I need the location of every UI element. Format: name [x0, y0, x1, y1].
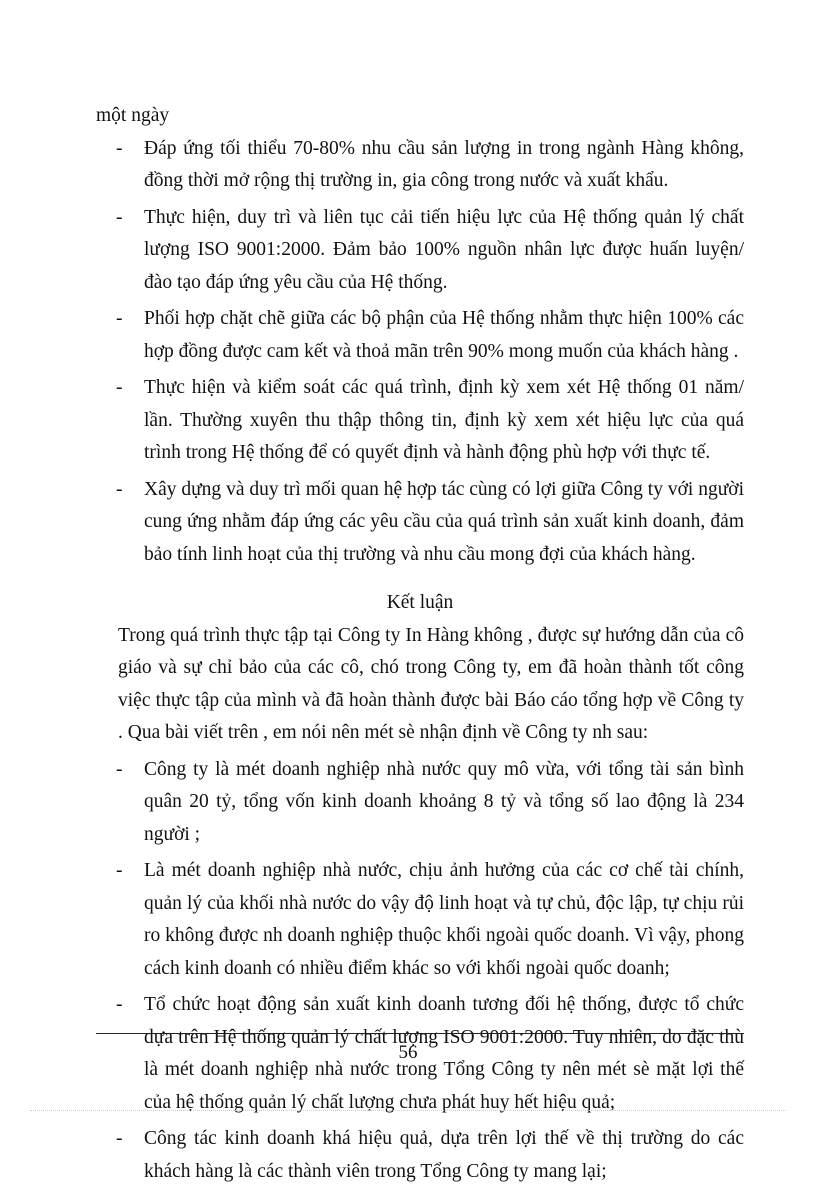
list-item — [96, 855, 744, 985]
bullet-dash: - — [116, 478, 123, 500]
list-item-text: Thực hiện, duy trì và liên tục cải tiến hiệu lực của Hệ thống quản lý chất lượng ISO 9001:2000. Đảm bảo 100% nguồn nhân lực được huấn luyện/ đào tạo đáp ứng yêu cầu của Hệ thống. — [144, 206, 744, 293]
page-number: 56 — [398, 1042, 418, 1063]
bullet-dash: - — [116, 758, 123, 780]
bullet-dash: - — [116, 994, 123, 1015]
bullet-dash: - — [116, 860, 123, 881]
bullet-dash: - — [116, 1128, 123, 1149]
bullet-dash: - — [116, 377, 123, 398]
page-edge-dotted-line — [30, 1110, 786, 1111]
list-item — [96, 1123, 744, 1188]
section-heading: Kết luận — [386, 592, 454, 613]
list-item-text: Phối hợp chặt chẽ giữa các bộ phận của Hệ thống nhằm thực hiện 100% các hợp đồng được cam kết và thoả mãn trên 90% mong muốn của khách hàng . — [144, 308, 744, 362]
list-item-text: Thực hiện và kiểm soát các quá trình, định kỳ xem xét Hệ thống 01 năm/ lần. Thường xuyên thu thập thông tin, định kỳ xem xét hiệu lực của quá trình trong Hệ thống để có quyết định và hành động phù hợp với thực tế. — [144, 377, 744, 463]
page-body — [96, 100, 744, 1192]
list-item-text: Đáp ứng tối thiểu 70-80% nhu cầu sản lượng in trong ngành Hàng không, đồng thời mở rộng thị trường in, gia công trong nước và xuất khẩu. — [144, 137, 744, 191]
goals-list — [96, 133, 744, 572]
list-item-text: Là mét doanh nghiệp nhà nước, chịu ảnh hưởng của các cơ chế tài chính, quản lý của khối nhà nước do vậy độ linh hoạt và tự chủ, độc lập, tự chịu rủi ro không được nh doanh nghiệp thuộc khối ngoài quốc doanh. Vì vậy, phong cách kinh doanh có nhiều điểm khác so với khối ngoài quốc doanh; — [144, 860, 744, 979]
conclusion-paragraph: Trong quá trình thực tập tại Công ty In Hàng không , được sự hướng dẫn của cô giáo và sự chỉ bảo của các cô, chó trong Công ty, em đã hoàn thành tốt công việc thực tập của mình và đã hoàn thành được bài Báo cáo tổng hợp về Công ty . Qua bài viết trên , em nói nên mét sè nhận định về Công ty nh sau: — [118, 624, 744, 743]
list-item — [96, 474, 744, 572]
list-item-text: Xây dựng và duy trì mối quan hệ hợp tác cùng có lợi giữa Công ty với người cung ứng nhằm đáp ứng các yêu cầu của quá trình sản xuất kinh doanh, đảm bảo tính linh hoạt của thị trường và nhu cầu mong đợi của khách hàng. — [144, 478, 744, 565]
bullet-dash: - — [116, 308, 123, 329]
list-item — [96, 303, 744, 368]
list-item-text: Công tác kinh doanh khá hiệu quả, dựa trên lợi thế về thị trường do các khách hàng là các thành viên trong Tổng Công ty mang lại; — [144, 1128, 744, 1182]
intro-line: một ngày — [96, 105, 170, 126]
list-item — [96, 202, 744, 300]
list-item — [96, 372, 744, 470]
footer-divider — [96, 1033, 744, 1034]
list-item — [96, 133, 744, 198]
list-item-text: Tổ chức hoạt động sản xuất kinh doanh tương đối hệ thống, được tổ chức dựa trên Hệ thống quản lý chất lượng ISO 9001:2000. Tuy nhiên, do đặc thù là mét doanh nghiệp nhà nước trong Tổng Công ty nên mét sè mặt lợi thế của hệ thống quản lý chất lượng chưa phát huy hết hiệu quả; — [144, 994, 744, 1113]
bullet-dash: - — [116, 137, 123, 159]
bullet-dash: - — [116, 206, 123, 228]
list-item — [96, 754, 744, 852]
list-item-text: Công ty là mét doanh nghiệp nhà nước quy mô vừa, với tổng tài sản bình quân 20 tỷ, tổng vốn kinh doanh khoảng 8 tỷ và tổng số lao động là 234 người ; — [144, 758, 744, 845]
